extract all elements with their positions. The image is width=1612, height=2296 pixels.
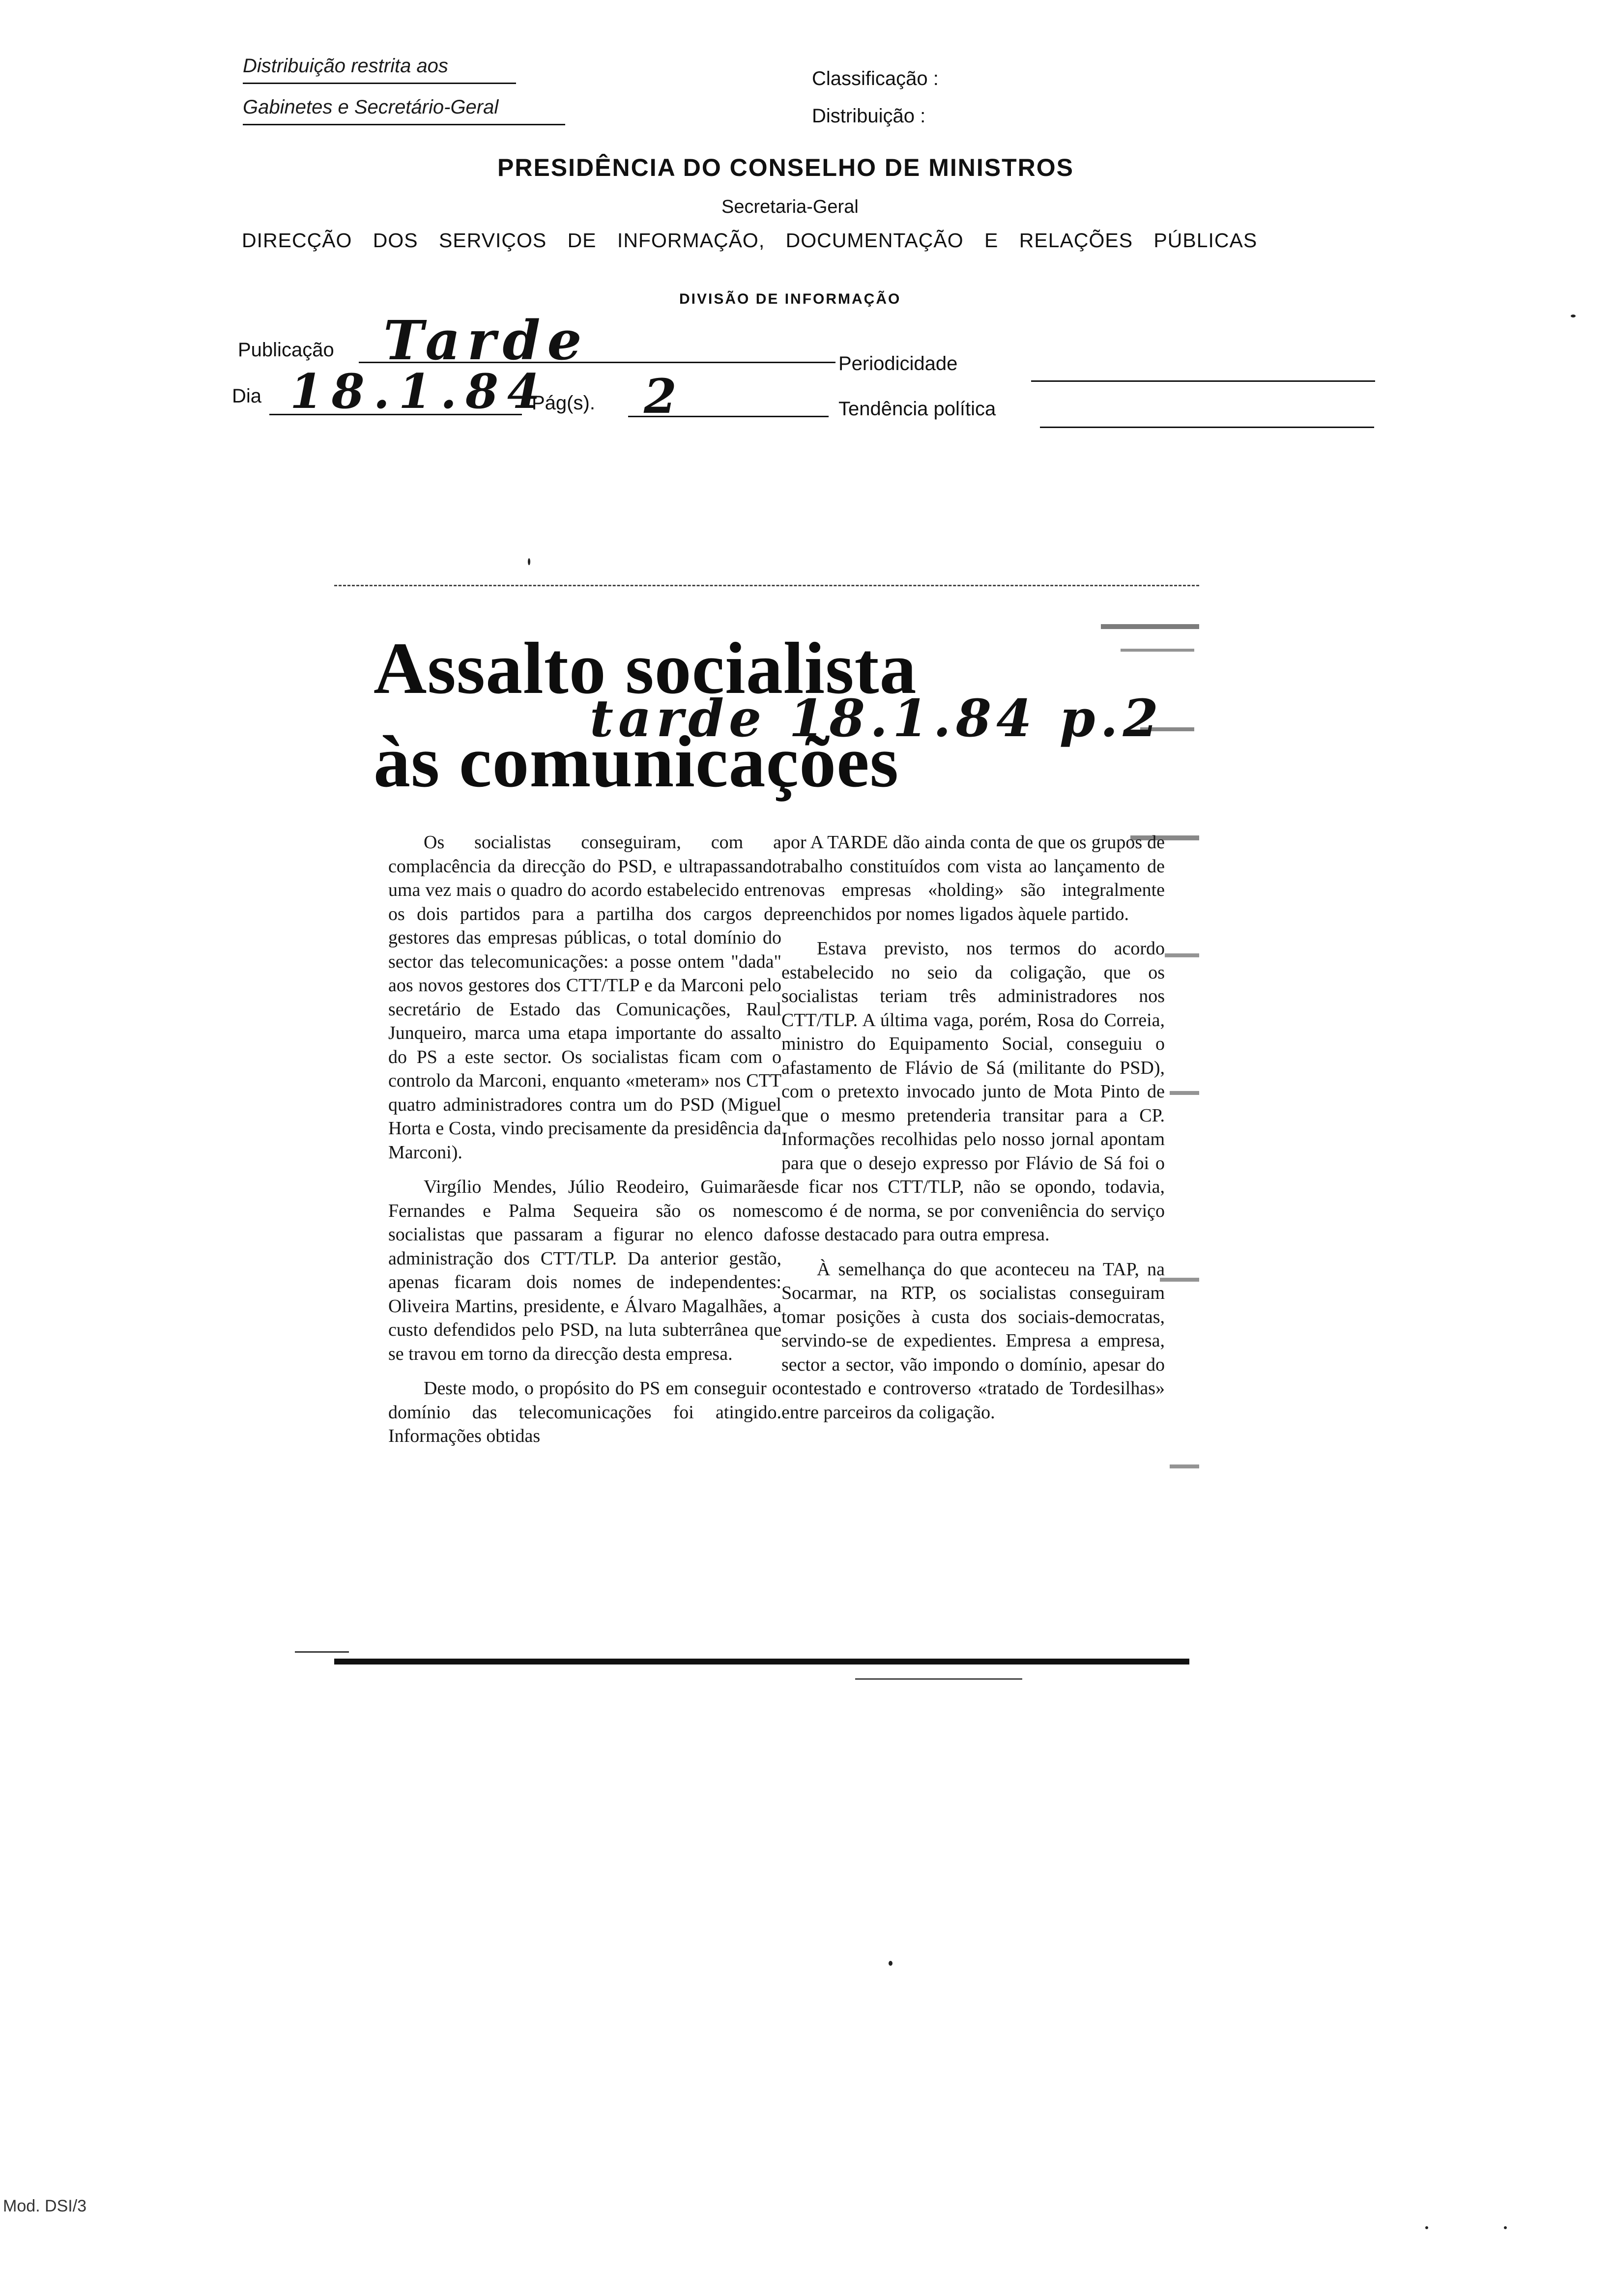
day-handwritten-value: 18.1.84 bbox=[290, 364, 549, 419]
org-title: PRESIDÊNCIA DO CONSELHO DE MINISTROS bbox=[497, 154, 1074, 181]
scan-noise bbox=[1101, 624, 1199, 629]
newspaper-clipping bbox=[334, 580, 1209, 1710]
scan-speck bbox=[1425, 2226, 1428, 2229]
pages-handwritten-value: 2 bbox=[644, 369, 677, 424]
clipping-headline-line2: às comunicações bbox=[374, 721, 899, 803]
clipping-bottom-rule bbox=[334, 1659, 1189, 1665]
periodicity-field-line bbox=[1031, 380, 1375, 382]
pages-label: Pág(s). bbox=[532, 392, 595, 414]
org-subtitle: Secretaria-Geral bbox=[721, 197, 859, 217]
distribution-underline-2 bbox=[243, 124, 565, 125]
scan-noise bbox=[1170, 1464, 1199, 1468]
scan-noise bbox=[1121, 649, 1194, 652]
article-paragraph: Estava previsto, nos termos do acordo estabelecido no seio da coligação, que os socialistas teriam três administradores nos CTT/TLP. A última vaga, porém, Rosa do Correia, ministro do Equipamento Social, conseguiu o afastamento de Flávio de Sá (militante do PSD), com o pretexto invocado junto de Mota Pinto de que o mesmo pretenderia transitar para a CP. Informações recolhidas pelo nosso jornal apontam para que o desejo expresso por Flávio de Sá foi o de ficar nos CTT/TLP, não se opondo, todavia, como é de norma, se por conveniência do serviço fosse destacado para outra empresa. bbox=[781, 938, 1165, 1245]
division-title: DIVISÃO DE INFORMAÇÃO bbox=[679, 291, 901, 307]
form-code: Mod. DSI/3 bbox=[3, 2197, 87, 2215]
political-tendency-label: Tendência política bbox=[838, 398, 996, 420]
publication-label: Publicação bbox=[238, 339, 334, 361]
scan-noise bbox=[1160, 1278, 1199, 1282]
scan-speck bbox=[1571, 315, 1576, 317]
distribution-underline-1 bbox=[243, 83, 516, 84]
clipping-edge-mark bbox=[855, 1678, 1022, 1680]
clipping-top-edge bbox=[334, 585, 1199, 586]
scan-noise bbox=[1165, 953, 1199, 957]
scan-speck bbox=[1504, 2226, 1507, 2229]
article-left-column bbox=[388, 831, 781, 1459]
clipping-headline-line1: Assalto socialista bbox=[374, 628, 917, 709]
scan-speck bbox=[889, 1961, 892, 1966]
article-paragraph: Virgílio Mendes, Júlio Reodeiro, Guimarães Fernandes e Palma Sequeira são os nomes socialistas que passaram a figurar no elenco da administração dos CTT/TLP. Da anterior gestão, apenas ficaram dois nomes de independentes: Oliveira Martins, presidente, e Álvaro Magalhães, a custo defendidos pelo PSD, na luta subterrânea que se travou em torno da direcção desta empresa. bbox=[388, 1177, 781, 1364]
distribution-restricted-line2: Gabinetes e Secretário-Geral bbox=[243, 96, 499, 118]
clipping-edge-mark bbox=[295, 1651, 349, 1653]
periodicity-label: Periodicidade bbox=[838, 353, 958, 374]
scan-noise bbox=[1170, 1091, 1199, 1095]
publication-handwritten-value: Tarde bbox=[383, 309, 589, 372]
clipping-handwritten-annotation: tarde 18.1.84 p.2 bbox=[590, 688, 1164, 748]
distribution-label: Distribuição : bbox=[812, 105, 926, 127]
article-paragraph: Deste modo, o propósito do PS em conseguir o domínio das telecomunicações foi atingido. Informações obtidas bbox=[388, 1378, 781, 1446]
classification-label: Classificação : bbox=[812, 68, 939, 89]
day-label: Dia bbox=[232, 385, 262, 407]
article-right-column bbox=[781, 831, 1165, 1435]
article-paragraph: À semelhança do que aconteceu na TAP, na Socarmar, na RTP, os socialistas conseguiram tomar posições à custa dos sociais-democratas, servindo-se de expedientes. Empresa a empresa, sector a sector, vão impondo o domínio, apesar do contestado e controverso «tratado de Tordesilhas» entre parceiros da coligação. bbox=[781, 1259, 1165, 1423]
scan-speck bbox=[528, 558, 530, 565]
directorate-title: DIRECÇÃO DOS SERVIÇOS DE INFORMAÇÃO, DOCUMENTAÇÃO E RELAÇÕES PÚBLICAS bbox=[242, 229, 1258, 252]
distribution-restricted-line1: Distribuição restrita aos bbox=[243, 55, 448, 77]
article-paragraph: Os socialistas conseguiram, com a complacência da direcção do PSD, e ultrapassando uma vez mais o quadro do acordo estabelecido entre os dois partidos para a partilha dos cargos de gestores das empresas públicas, o total domínio do sector das telecomunicações: a posse ontem "dada" aos novos gestores dos CTT/TLP e da Marconi pelo secretário de Estado das Comunicações, Raul Junqueiro, marca uma etapa importante do assalto do PS a este sector. Os socialistas ficam com o controlo da Marconi, enquanto «meteram» nos CTT quatro administradores contra um do PSD (Miguel Horta e Costa, vindo precisamente da presidência da Marconi). bbox=[388, 832, 781, 1163]
political-tendency-field-line bbox=[1040, 427, 1374, 428]
article-paragraph: por A TARDE dão ainda conta de que os grupos de trabalho constituídos com vista ao lançamento de novas empresas «holding» são integralmente preenchidos por nomes ligados àquele partido. bbox=[781, 832, 1165, 924]
